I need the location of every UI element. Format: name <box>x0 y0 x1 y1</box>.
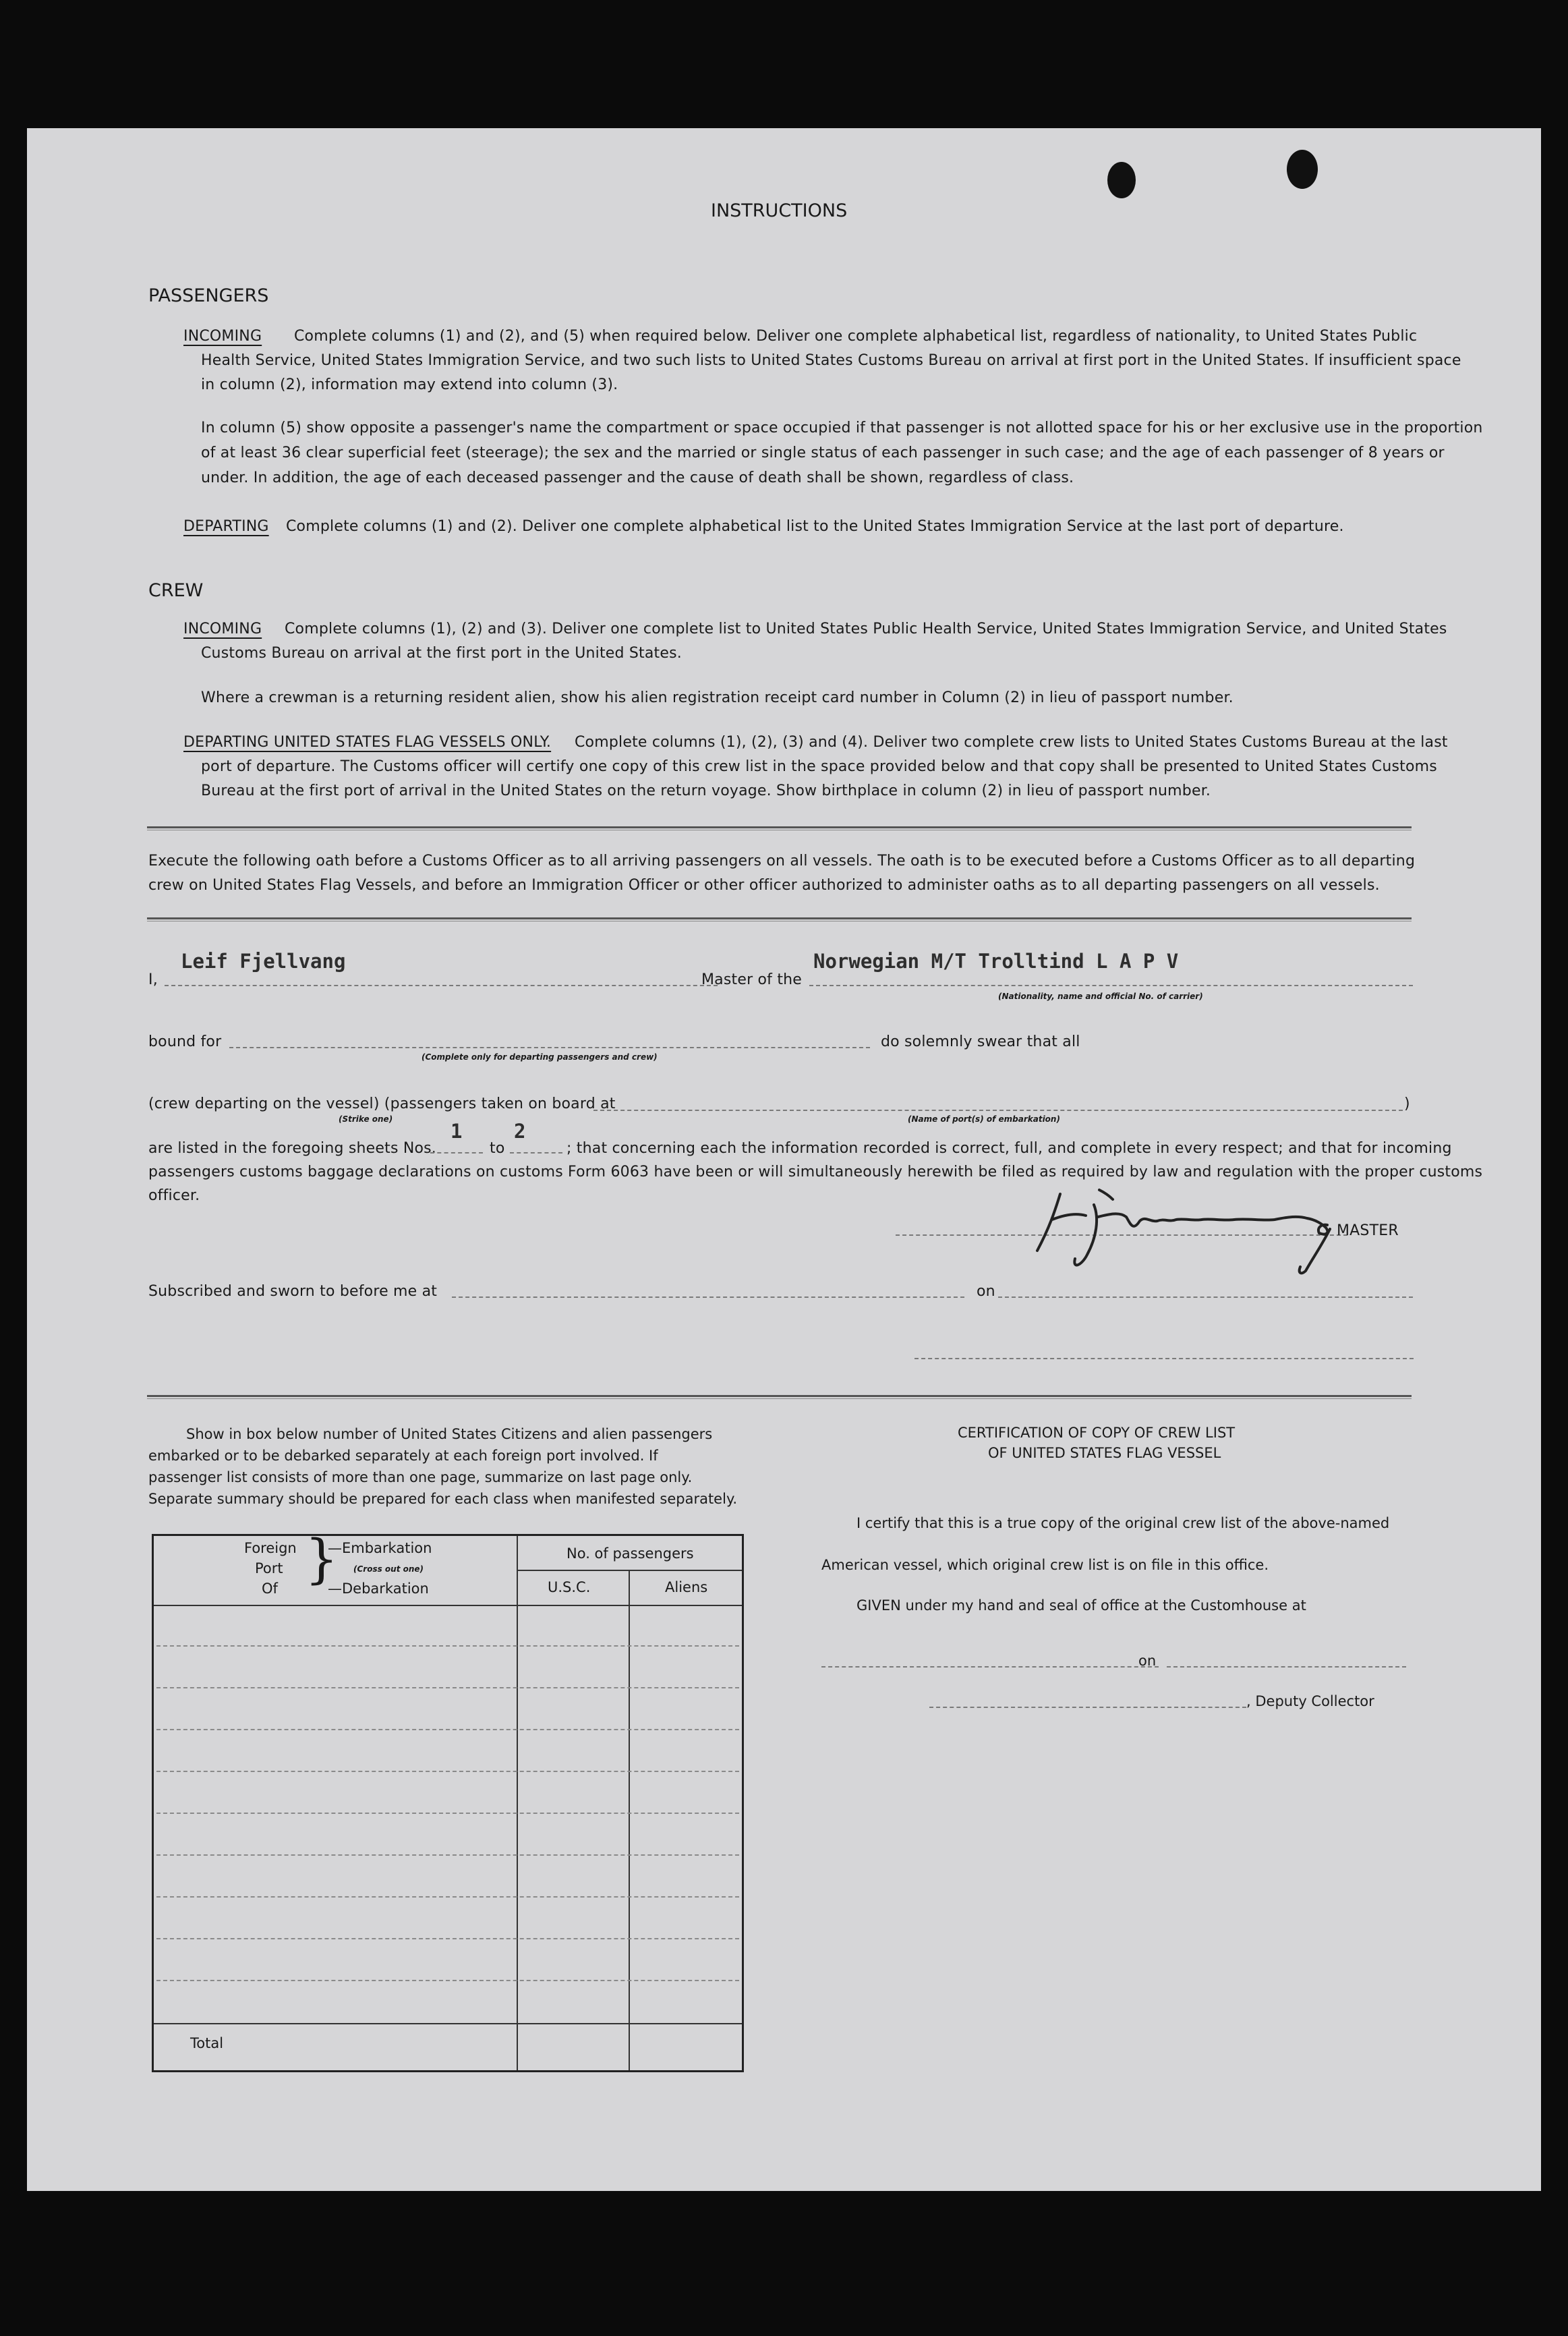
master-name-field[interactable]: Leif Fjellvang <box>181 950 346 973</box>
debarkation-label: —Debarkation <box>328 1580 429 1597</box>
embarkation-label: —Embarkation <box>328 1540 432 1556</box>
passengers-heading: PASSENGERS <box>148 285 269 306</box>
bound-for-line[interactable] <box>229 1047 870 1048</box>
listed-line-3: officer. <box>148 1187 200 1204</box>
form-page <box>27 128 1541 2191</box>
crew-departing-line-1: Complete columns (1), (2), (3) and (4). Deliver two complete crew lists to United States Customs Bureau at the last <box>575 734 1448 751</box>
section-rule-3 <box>147 1395 1412 1399</box>
port-label: Port <box>255 1560 283 1576</box>
port-caption: (Name of port(s) of embarkation) <box>908 1114 1060 1124</box>
section-rule-1 <box>147 826 1412 830</box>
passenger-summary-table <box>152 1529 744 2072</box>
listed-label: are listed in the foregoing sheets Nos. <box>148 1140 436 1157</box>
passengers-incoming-line-2: Health Service, United States Immigration Service, and two such lists to United States Customs Bureau on arrival at first port in the United States. If insufficient space <box>201 352 1461 369</box>
table-row-line <box>156 1645 739 1647</box>
sheet-from-field[interactable]: 1 <box>451 1120 463 1143</box>
oath-intro-line-1: Execute the following oath before a Customs Officer as to all arriving passengers on all vessels. The oath is to be executed before a Customs Officer as to all departing <box>148 853 1416 870</box>
vessel-caption: (Nationality, name and official No. of carrier) <box>998 992 1203 1001</box>
crew-departing-line-2: port of departure. The Customs officer will certify one copy of this crew list in the space provided below and that copy shall be presented to United States Customs <box>201 758 1437 775</box>
table-row-line <box>156 1980 739 1981</box>
to-label: to <box>490 1140 505 1157</box>
passengers-departing-text: Complete columns (1) and (2). Deliver one complete alphabetical list to the United States Immigration Service at the last port of departure. <box>286 518 1344 535</box>
vessel-line <box>809 985 1413 986</box>
customhouse-line[interactable] <box>821 1666 1159 1668</box>
crew-incoming-line-2: Customs Bureau on arrival at the first port in the United States. <box>201 645 682 662</box>
table-col-divider-1 <box>517 1536 518 2070</box>
foreign-label: Foreign <box>244 1540 297 1556</box>
vessel-field[interactable]: Norwegian M/T Trolltind L A P V <box>813 950 1179 973</box>
crew-incoming-line-1: Complete columns (1), (2) and (3). Deliver one complete list to United States Public Health Service, United States Immigration Service, and United States <box>285 621 1447 637</box>
subscribed-place-line[interactable] <box>452 1297 964 1298</box>
aliens-label: Aliens <box>665 1579 708 1595</box>
master-label: MASTER <box>1337 1222 1399 1239</box>
crew-departing-label: DEPARTING UNITED STATES FLAG VESSELS ONLY. <box>183 734 552 751</box>
master-of-label: Master of the <box>701 971 803 988</box>
ink-blot-1 <box>1107 162 1136 198</box>
sheet-to-field[interactable]: 2 <box>514 1120 526 1143</box>
ink-blot-2 <box>1287 150 1318 189</box>
passengers-departing-label: DEPARTING <box>183 518 269 535</box>
certification-line-2: American vessel, which original crew list is on file in this office. <box>821 1557 1269 1573</box>
crew-heading: CREW <box>148 580 204 601</box>
no-passengers-label: No. of passengers <box>567 1545 694 1562</box>
master-name-line <box>165 985 718 986</box>
sheet-from-line <box>430 1152 483 1153</box>
certification-date-line[interactable] <box>1167 1666 1406 1668</box>
usc-label: U.S.C. <box>548 1579 591 1595</box>
subscribed-date-line[interactable] <box>998 1297 1413 1298</box>
close-paren: ) <box>1404 1095 1410 1112</box>
swear-text: do solemnly swear that all <box>881 1033 1080 1050</box>
table-row-line <box>156 1729 739 1730</box>
subscribed-on-label: on <box>977 1283 995 1300</box>
port-embarkation-line[interactable] <box>593 1110 1403 1111</box>
column5-line-3: under. In addition, the age of each deceased passenger and the cause of death shall be shown, regardless of class. <box>201 469 1074 486</box>
certification-on-label: on <box>1138 1653 1157 1669</box>
table-row-line <box>156 1771 739 1772</box>
summary-line-1: Show in box below number of United States Citizens and alien passengers <box>186 1426 713 1442</box>
passengers-incoming-line-1: Complete columns (1) and (2), and (5) when required below. Deliver one complete alphabetical list, regardless of nationality, to United States Public <box>294 328 1418 345</box>
bound-for-label: bound for <box>148 1033 222 1050</box>
cross-out-caption: (Cross out one) <box>353 1564 424 1574</box>
total-label: Total <box>190 2035 224 2051</box>
strike-one-caption: (Strike one) <box>339 1114 393 1124</box>
listed-line-2: passengers customs baggage declarations on customs Form 6063 have been or will simultaneously herewith be filed as required by law and regulation with the proper customs <box>148 1164 1483 1180</box>
listed-rest: ; that concerning each the information recorded is correct, full, and complete in every respect; and that for incoming <box>567 1140 1452 1157</box>
oath-intro-line-2: crew on United States Flag Vessels, and before an Immigration Officer or other officer authorized to administer oaths as to all departing passengers on all vessels. <box>148 877 1380 894</box>
summary-line-2: embarked or to be debarked separately at each foreign port involved. If <box>148 1448 658 1464</box>
of-label: Of <box>262 1580 278 1597</box>
table-subheader-rule <box>517 1570 742 1571</box>
master-signature <box>1025 1180 1376 1275</box>
passengers-incoming-label: INCOMING <box>183 328 262 345</box>
certification-title-2: OF UNITED STATES FLAG VESSEL <box>988 1445 1221 1461</box>
section-rule-2 <box>147 917 1412 921</box>
bound-for-caption: (Complete only for departing passengers and crew) <box>422 1052 658 1062</box>
table-total-rule <box>154 2023 742 2024</box>
crew-departing-line-3: Bureau at the first port of arrival in the United States on the return voyage. Show birthplace in column (2) in lieu of passport number. <box>201 782 1211 799</box>
table-row-line <box>156 1854 739 1856</box>
summary-line-3: passenger list consists of more than one page, summarize on last page only. <box>148 1469 693 1485</box>
crew-incoming-label: INCOMING <box>183 621 262 637</box>
summary-line-4: Separate summary should be prepared for each class when manifested separately. <box>148 1491 738 1507</box>
table-row-line <box>156 1813 739 1814</box>
deputy-signature-line[interactable] <box>929 1707 1246 1708</box>
subscribed-label: Subscribed and sworn to before me at <box>148 1283 438 1300</box>
passengers-incoming-line-3: in column (2), information may extend into column (3). <box>201 376 618 393</box>
brace-icon: } <box>305 1529 339 1590</box>
table-row-line <box>156 1896 739 1898</box>
sheet-to-line <box>510 1152 562 1153</box>
certification-title-1: CERTIFICATION OF COPY OF CREW LIST <box>958 1425 1236 1441</box>
crew-resident-text: Where a crewman is a returning resident alien, show his alien registration receipt card number in Column (2) in lieu of passport number. <box>201 689 1233 706</box>
column5-line-2: of at least 36 clear superficial feet (steerage); the sex and the married or single status of each passenger in such case; and the age of each passenger of 8 years or <box>201 445 1445 461</box>
table-header-rule <box>154 1605 742 1606</box>
certification-line-3: GIVEN under my hand and seal of office at the Customhouse at <box>856 1597 1306 1614</box>
i-label: I, <box>148 971 158 988</box>
table-row-line <box>156 1938 739 1939</box>
table-row-line <box>156 1687 739 1688</box>
officer-signature-line[interactable] <box>914 1358 1414 1359</box>
crew-passengers-text: (crew departing on the vessel) (passengers taken on board at <box>148 1095 616 1112</box>
certification-line-1: I certify that this is a true copy of the original crew list of the above-named <box>856 1515 1390 1531</box>
instructions-title: INSTRUCTIONS <box>711 200 848 221</box>
column5-line-1: In column (5) show opposite a passenger's name the compartment or space occupied if that passenger is not allotted space for his or her exclusive use in the proportion <box>201 420 1483 436</box>
deputy-collector-label: , Deputy Collector <box>1246 1693 1374 1709</box>
